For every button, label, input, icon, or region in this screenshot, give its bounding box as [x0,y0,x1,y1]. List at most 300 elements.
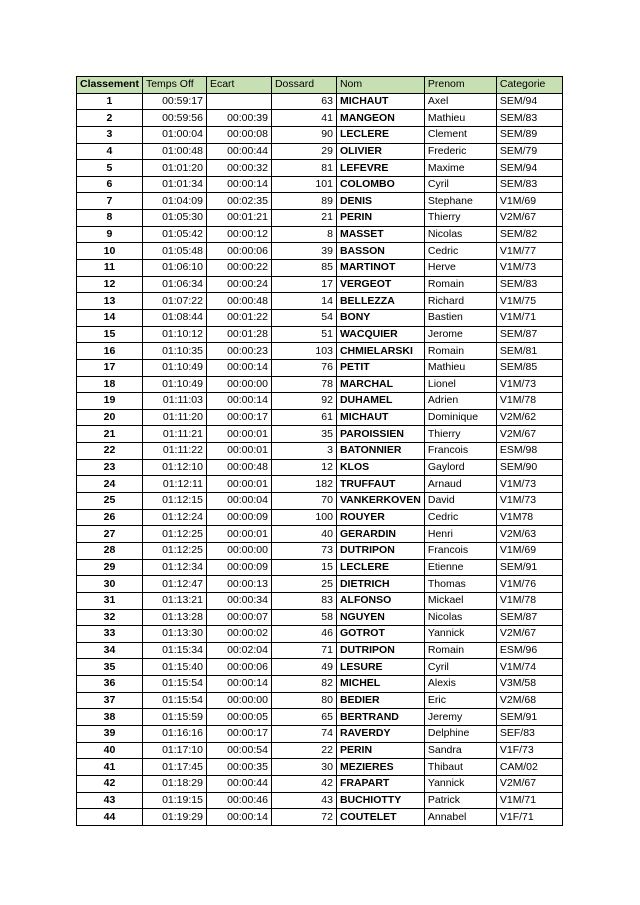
gap-cell: 00:00:46 [206,792,271,809]
time-cell: 01:05:42 [142,226,206,243]
firstname-cell: Romain [424,276,496,293]
table-row [77,426,563,443]
results-table [76,76,563,826]
time-cell: 01:15:54 [142,676,206,693]
firstname-cell: Mickael [424,592,496,609]
rank-cell: 36 [77,676,143,693]
bib-cell: 35 [271,426,336,443]
time-cell: 01:17:10 [142,742,206,759]
rank-cell: 18 [77,376,143,393]
table-row [77,493,563,510]
lastname-cell: LEFEVRE [336,160,424,177]
lastname-cell: DIETRICH [336,576,424,593]
category-cell: V1M/73 [496,493,562,510]
category-cell: V2M/67 [496,775,562,792]
table-row [77,176,563,193]
rank-cell: 5 [77,160,143,177]
bib-cell: 49 [271,659,336,676]
gap-cell: 00:00:09 [206,509,271,526]
firstname-cell: Jeremy [424,709,496,726]
time-cell: 01:17:45 [142,759,206,776]
table-row [77,476,563,493]
gap-cell: 00:00:14 [206,393,271,410]
gap-cell: 00:00:17 [206,409,271,426]
lastname-cell: LECLERE [336,559,424,576]
rank-cell: 35 [77,659,143,676]
lastname-cell: DUHAMEL [336,393,424,410]
gap-cell: 00:02:04 [206,642,271,659]
bib-cell: 182 [271,476,336,493]
gap-cell: 00:00:08 [206,126,271,143]
time-cell: 01:10:35 [142,343,206,360]
header-row [77,77,563,94]
gap-cell: 00:00:01 [206,443,271,460]
table-row [77,692,563,709]
lastname-cell: BERTRAND [336,709,424,726]
time-cell: 00:59:17 [142,93,206,110]
firstname-cell: Axel [424,93,496,110]
firstname-cell: Maxime [424,160,496,177]
bib-cell: 70 [271,493,336,510]
firstname-cell: Patrick [424,792,496,809]
category-cell: V1F/73 [496,742,562,759]
rank-cell: 30 [77,576,143,593]
lastname-cell: KLOS [336,459,424,476]
firstname-cell: Eric [424,692,496,709]
time-cell: 01:13:21 [142,592,206,609]
table-row [77,742,563,759]
bib-cell: 3 [271,443,336,460]
bib-cell: 76 [271,359,336,376]
lastname-cell: LECLERE [336,126,424,143]
bib-cell: 15 [271,559,336,576]
firstname-cell: Thomas [424,576,496,593]
gap-cell: 00:00:01 [206,426,271,443]
time-cell: 01:06:34 [142,276,206,293]
gap-cell: 00:00:02 [206,626,271,643]
table-row [77,642,563,659]
lastname-cell: RAVERDY [336,725,424,742]
bib-cell: 61 [271,409,336,426]
category-cell: V1M/69 [496,193,562,210]
gap-cell: 00:00:32 [206,160,271,177]
gap-cell: 00:00:09 [206,559,271,576]
firstname-cell: Gaylord [424,459,496,476]
table-row [77,393,563,410]
time-cell: 01:15:59 [142,709,206,726]
firstname-cell: Clement [424,126,496,143]
lastname-cell: CHMIELARSKI [336,343,424,360]
table-row [77,509,563,526]
firstname-cell: Mathieu [424,359,496,376]
bib-cell: 101 [271,176,336,193]
category-cell: SEM/94 [496,93,562,110]
rank-cell: 24 [77,476,143,493]
time-cell: 01:07:22 [142,293,206,310]
gap-cell: 00:00:39 [206,110,271,127]
rank-cell: 31 [77,592,143,609]
table-row [77,293,563,310]
category-cell: V2M/67 [496,626,562,643]
bib-cell: 54 [271,309,336,326]
gap-cell: 00:00:13 [206,576,271,593]
category-cell: V1M/73 [496,376,562,393]
time-cell: 01:10:12 [142,326,206,343]
gap-cell: 00:00:07 [206,609,271,626]
rank-cell: 16 [77,343,143,360]
lastname-cell: FRAPART [336,775,424,792]
firstname-cell: Herve [424,260,496,277]
time-cell: 01:12:25 [142,526,206,543]
gap-cell: 00:00:17 [206,725,271,742]
category-cell: V1M/78 [496,393,562,410]
lastname-cell: TRUFFAUT [336,476,424,493]
category-cell: SEM/83 [496,176,562,193]
time-cell: 01:13:30 [142,626,206,643]
firstname-cell: Lionel [424,376,496,393]
bib-cell: 89 [271,193,336,210]
category-cell: V3M/58 [496,676,562,693]
results-body [77,93,563,825]
rank-cell: 29 [77,559,143,576]
bib-cell: 92 [271,393,336,410]
firstname-cell: Nicolas [424,609,496,626]
table-row [77,409,563,426]
firstname-cell: Francois [424,443,496,460]
bib-cell: 14 [271,293,336,310]
category-cell: V2M/62 [496,409,562,426]
category-cell: SEM/82 [496,226,562,243]
bib-cell: 29 [271,143,336,160]
lastname-cell: COUTELET [336,809,424,826]
bib-cell: 80 [271,692,336,709]
bib-cell: 78 [271,376,336,393]
time-cell: 01:00:48 [142,143,206,160]
time-cell: 01:12:24 [142,509,206,526]
table-row [77,576,563,593]
gap-cell: 00:00:04 [206,493,271,510]
bib-cell: 46 [271,626,336,643]
category-cell: SEM/94 [496,160,562,177]
category-cell: SEM/90 [496,459,562,476]
time-cell: 01:05:48 [142,243,206,260]
lastname-cell: DUTRIPON [336,542,424,559]
rank-cell: 7 [77,193,143,210]
table-row [77,243,563,260]
table-row [77,676,563,693]
gap-cell: 00:00:05 [206,709,271,726]
category-cell: SEF/83 [496,725,562,742]
category-cell: SEM/85 [496,359,562,376]
rank-cell: 14 [77,309,143,326]
lastname-cell: PERIN [336,742,424,759]
lastname-cell: WACQUIER [336,326,424,343]
category-cell: SEM/87 [496,609,562,626]
bib-cell: 17 [271,276,336,293]
gap-cell: 00:00:34 [206,592,271,609]
gap-cell: 00:00:14 [206,176,271,193]
time-cell: 01:15:34 [142,642,206,659]
category-cell: V1M/74 [496,659,562,676]
bib-cell: 30 [271,759,336,776]
lastname-cell: BEDIER [336,692,424,709]
category-cell: V1M/77 [496,243,562,260]
category-cell: V1M/71 [496,792,562,809]
bib-cell: 39 [271,243,336,260]
bib-cell: 65 [271,709,336,726]
bib-cell: 72 [271,809,336,826]
gap-cell: 00:00:35 [206,759,271,776]
firstname-cell: Cyril [424,659,496,676]
category-cell: SEM/81 [496,343,562,360]
time-cell: 01:12:47 [142,576,206,593]
table-row [77,559,563,576]
gap-cell: 00:01:28 [206,326,271,343]
rank-cell: 20 [77,409,143,426]
rank-cell: 1 [77,93,143,110]
table-row [77,210,563,227]
lastname-cell: ALFONSO [336,592,424,609]
table-row [77,775,563,792]
rank-cell: 40 [77,742,143,759]
category-cell: V2M/68 [496,692,562,709]
gap-cell: 00:00:54 [206,742,271,759]
bib-cell: 74 [271,725,336,742]
table-row [77,110,563,127]
time-cell: 01:12:15 [142,493,206,510]
category-cell: V1M/78 [496,592,562,609]
lastname-cell: NGUYEN [336,609,424,626]
gap-cell: 00:01:21 [206,210,271,227]
category-cell: SEM/89 [496,126,562,143]
time-cell: 01:08:44 [142,309,206,326]
header-classement: Classement [77,77,143,94]
rank-cell: 44 [77,809,143,826]
firstname-cell: Romain [424,642,496,659]
lastname-cell: MEZIERES [336,759,424,776]
firstname-cell: Annabel [424,809,496,826]
firstname-cell: Nicolas [424,226,496,243]
category-cell: V2M/67 [496,210,562,227]
rank-cell: 43 [77,792,143,809]
lastname-cell: GOTROT [336,626,424,643]
header-temps-off: Temps Off [142,77,206,94]
category-cell: V1M/75 [496,293,562,310]
rank-cell: 10 [77,243,143,260]
table-row [77,725,563,742]
firstname-cell: Henri [424,526,496,543]
category-cell: V2M/63 [496,526,562,543]
rank-cell: 19 [77,393,143,410]
time-cell: 01:10:49 [142,376,206,393]
category-cell: ESM/98 [496,443,562,460]
firstname-cell: Etienne [424,559,496,576]
bib-cell: 73 [271,542,336,559]
rank-cell: 28 [77,542,143,559]
gap-cell: 00:00:06 [206,659,271,676]
category-cell: SEM/79 [496,143,562,160]
gap-cell: 00:00:12 [206,226,271,243]
lastname-cell: MASSET [336,226,424,243]
lastname-cell: OLIVIER [336,143,424,160]
gap-cell: 00:00:14 [206,676,271,693]
category-cell: V1M/73 [496,260,562,277]
rank-cell: 17 [77,359,143,376]
category-cell: SEM/91 [496,709,562,726]
lastname-cell: BUCHIOTTY [336,792,424,809]
rank-cell: 8 [77,210,143,227]
firstname-cell: Yannick [424,775,496,792]
firstname-cell: Cedric [424,243,496,260]
table-row [77,160,563,177]
rank-cell: 22 [77,443,143,460]
gap-cell: 00:00:06 [206,243,271,260]
firstname-cell: Stephane [424,193,496,210]
rank-cell: 37 [77,692,143,709]
time-cell: 01:15:54 [142,692,206,709]
gap-cell: 00:00:00 [206,376,271,393]
rank-cell: 41 [77,759,143,776]
category-cell: SEM/83 [496,276,562,293]
table-row [77,376,563,393]
category-cell: CAM/02 [496,759,562,776]
gap-cell [206,93,271,110]
table-row [77,709,563,726]
lastname-cell: MICHAUT [336,93,424,110]
table-row [77,443,563,460]
lastname-cell: PETIT [336,359,424,376]
firstname-cell: Bastien [424,309,496,326]
gap-cell: 00:00:14 [206,809,271,826]
rank-cell: 27 [77,526,143,543]
bib-cell: 90 [271,126,336,143]
firstname-cell: Cyril [424,176,496,193]
firstname-cell: Alexis [424,676,496,693]
rank-cell: 33 [77,626,143,643]
category-cell: V1M78 [496,509,562,526]
time-cell: 01:05:30 [142,210,206,227]
table-row [77,626,563,643]
time-cell: 01:19:29 [142,809,206,826]
table-row [77,343,563,360]
rank-cell: 25 [77,493,143,510]
table-row [77,326,563,343]
rank-cell: 13 [77,293,143,310]
lastname-cell: MARCHAL [336,376,424,393]
header-ecart: Ecart [206,77,271,94]
time-cell: 01:12:11 [142,476,206,493]
lastname-cell: PAROISSIEN [336,426,424,443]
rank-cell: 34 [77,642,143,659]
lastname-cell: GERARDIN [336,526,424,543]
bib-cell: 40 [271,526,336,543]
lastname-cell: MICHEL [336,676,424,693]
bib-cell: 81 [271,160,336,177]
firstname-cell: Jerome [424,326,496,343]
table-row [77,609,563,626]
firstname-cell: Frederic [424,143,496,160]
header-categorie: Categorie [496,77,562,94]
lastname-cell: VERGEOT [336,276,424,293]
firstname-cell: Sandra [424,742,496,759]
bib-cell: 82 [271,676,336,693]
gap-cell: 00:00:01 [206,526,271,543]
time-cell: 01:16:16 [142,725,206,742]
category-cell: SEM/83 [496,110,562,127]
lastname-cell: BASSON [336,243,424,260]
table-row [77,126,563,143]
rank-cell: 26 [77,509,143,526]
bib-cell: 58 [271,609,336,626]
table-row [77,226,563,243]
time-cell: 01:11:21 [142,426,206,443]
lastname-cell: MARTINOT [336,260,424,277]
bib-cell: 12 [271,459,336,476]
lastname-cell: BELLEZZA [336,293,424,310]
time-cell: 01:10:49 [142,359,206,376]
firstname-cell: Thibaut [424,759,496,776]
gap-cell: 00:00:22 [206,260,271,277]
header-nom: Nom [336,77,424,94]
lastname-cell: VANKERKOVEN [336,493,424,510]
table-row [77,809,563,826]
table-row [77,309,563,326]
table-row [77,260,563,277]
time-cell: 01:01:20 [142,160,206,177]
rank-cell: 6 [77,176,143,193]
table-row [77,542,563,559]
category-cell: V1M/76 [496,576,562,593]
bib-cell: 71 [271,642,336,659]
gap-cell: 00:00:23 [206,343,271,360]
bib-cell: 51 [271,326,336,343]
rank-cell: 12 [77,276,143,293]
table-row [77,93,563,110]
category-cell: V1M/73 [496,476,562,493]
time-cell: 01:01:34 [142,176,206,193]
bib-cell: 21 [271,210,336,227]
time-cell: 00:59:56 [142,110,206,127]
lastname-cell: MANGEON [336,110,424,127]
gap-cell: 00:00:01 [206,476,271,493]
gap-cell: 00:00:48 [206,293,271,310]
table-row [77,659,563,676]
lastname-cell: DUTRIPON [336,642,424,659]
category-cell: V1M/69 [496,542,562,559]
gap-cell: 00:00:00 [206,692,271,709]
category-cell: ESM/96 [496,642,562,659]
rank-cell: 38 [77,709,143,726]
category-cell: SEM/91 [496,559,562,576]
gap-cell: 00:02:35 [206,193,271,210]
firstname-cell: Cedric [424,509,496,526]
rank-cell: 15 [77,326,143,343]
time-cell: 01:11:22 [142,443,206,460]
table-row [77,792,563,809]
time-cell: 01:00:04 [142,126,206,143]
lastname-cell: BONY [336,309,424,326]
rank-cell: 11 [77,260,143,277]
time-cell: 01:06:10 [142,260,206,277]
firstname-cell: David [424,493,496,510]
firstname-cell: Mathieu [424,110,496,127]
time-cell: 01:15:40 [142,659,206,676]
firstname-cell: Romain [424,343,496,360]
lastname-cell: COLOMBO [336,176,424,193]
bib-cell: 85 [271,260,336,277]
firstname-cell: Francois [424,542,496,559]
lastname-cell: ROUYER [336,509,424,526]
